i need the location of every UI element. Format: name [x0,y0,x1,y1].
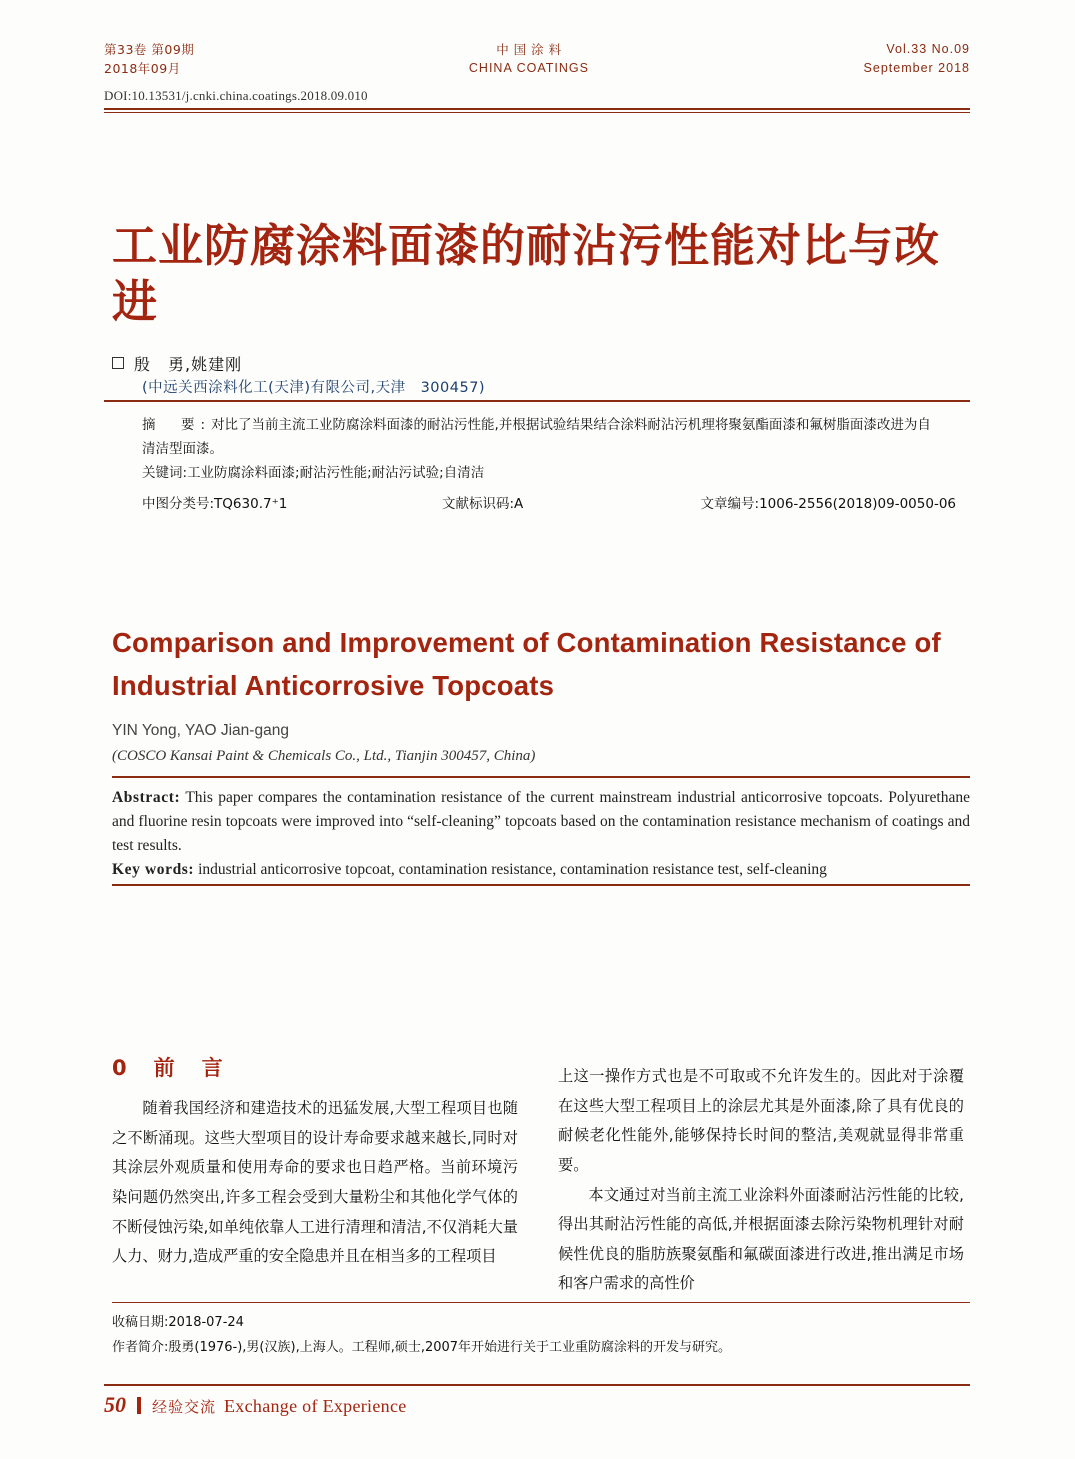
affiliation-cn: (中远关西涂料化工(天津)有限公司,天津 300457) [142,380,486,396]
footer-rule [104,1384,970,1386]
abstract-rule-en-bottom [112,884,970,886]
journal-title-cn: 中 国 涂 料 [496,42,562,57]
clc-number: 中图分类号:TQ630.7⁺1 [142,496,288,512]
abstract-text-cn: 对比了当前主流工业防腐涂料面漆的耐沾污性能,并根据试验结果结合涂料耐沾污机理将聚氨酯面漆和氟树脂面漆改进为自清洁型面漆。 [142,417,931,457]
keywords-cn [142,462,942,486]
volume-issue-cn: 第33卷 第09期 [104,42,195,57]
abstract-label-en: Abstract: [112,789,181,806]
paragraph: 随着我国经济和建造技术的迅猛发展,大型工程项目也随之不断涌现。这些大型项目的设计寿命要求越来越长,同时对其涂层外观质量和使用寿命的要求也日趋严格。当前环境污染问题仍然突出,许多工程会受到大量粉尘和其他化学气体的不断侵蚀污染,如单纯依靠人工进行清理和清洁,不仅消耗大量人力、财力,造成严重的安全隐患并且在相当多的工程项目 [112,1099,518,1266]
abstract-en [112,786,970,858]
issue-date-en: September 2018 [863,61,970,76]
document-code: 文献标识码:A [442,496,524,512]
classification-codes [142,492,962,512]
abstract-label-cn: 摘 要: [142,417,212,433]
keywords-text-en: industrial anticorrosive topcoat, contamination resistance, contamination resistance test, self-cleaning [194,861,827,878]
running-head-center [469,40,589,79]
header-rule-thin [104,112,970,113]
keywords-en [112,858,970,882]
footnote-rule [112,1302,970,1303]
abstract-text-en: This paper compares the contamination resistance of the current mainstream industrial anticorrosive topcoats. Polyurethane and fluorine resin topcoats were improved into “self-cleaning” topcoats based on the contamination resistance mechanism of coatings and test results. [112,789,970,855]
paragraph: 上这一操作方式也是不可取或不允许发生的。因此对于涂覆在这些大型工程项目上的涂层尤其是外面漆,除了具有优良的耐候老化性能外,能够保持长时间的整洁,美观就显得非常重要。 [558,1067,964,1174]
footer-section-en: Exchange of Experience [224,1396,407,1416]
page-title-cn: 工业防腐涂料面漆的耐沾污性能对比与改进 [112,219,941,329]
folio-divider-icon [137,1397,141,1414]
journal-title-en: CHINA COATINGS [468,61,589,76]
page-number: 50 [104,1392,126,1417]
keywords-label-en: Key words: [112,861,195,878]
square-bullet-icon [112,357,124,369]
keywords-label-cn: 关键词: [142,465,188,481]
received-date: 收稿日期:2018-07-24 [112,1315,244,1330]
keywords-text-cn: 工业防腐涂料面漆;耐沾污性能;耐沾污试验;自清洁 [187,465,485,481]
doi-line: DOI:10.13531/j.cnki.china.coatings.2018.09.010 [104,88,368,103]
paragraph: 本文通过对当前主流工业涂料外面漆耐沾污性能的比较,得出其耐沾污性能的高低,并根据面漆去除污染物机理针对耐候性优良的脂肪族聚氨酯和氟碳面漆进行改进,推出满足市场和客户需求的高性价 [558,1185,964,1293]
header-rule-thick [104,108,970,110]
body-column-left [112,1094,518,1272]
authors-cn [112,352,242,375]
running-head [104,40,970,79]
abstract-rule-cn [104,400,970,402]
authors-cn-text: 殷 勇,姚建刚 [134,355,243,374]
body-column-right [558,1062,964,1299]
abstract-cn [142,414,942,461]
author-bio: 作者简介:殷勇(1976-),男(汉族),上海人。工程师,硕士,2007年开始进行关于工业重防腐涂料的开发与研究。 [112,1340,732,1356]
section-heading-intro: 0 前 言 [112,1056,226,1080]
page-title-en: Comparison and Improvement of Contamination Resistance of Industrial Anticorrosive Topcoats [112,627,941,701]
affiliation-en: (COSCO Kansai Paint & Chemicals Co., Ltd., Tianjin 300457, China) [112,748,536,764]
abstract-rule-en-top [112,776,970,778]
authors-en: YIN Yong, YAO Jian-gang [112,722,289,739]
running-head-left [104,40,194,79]
footer-section-cn: 经验交流 [152,1398,217,1416]
issue-date-cn: 2018年09月 [104,61,181,77]
volume-issue-en: Vol.33 No.09 [886,42,970,56]
running-head-right [864,40,970,79]
article-id: 文章编号:1006-2556(2018)09-0050-06 [700,496,956,512]
page-footer [104,1392,407,1418]
footnotes [112,1310,970,1361]
